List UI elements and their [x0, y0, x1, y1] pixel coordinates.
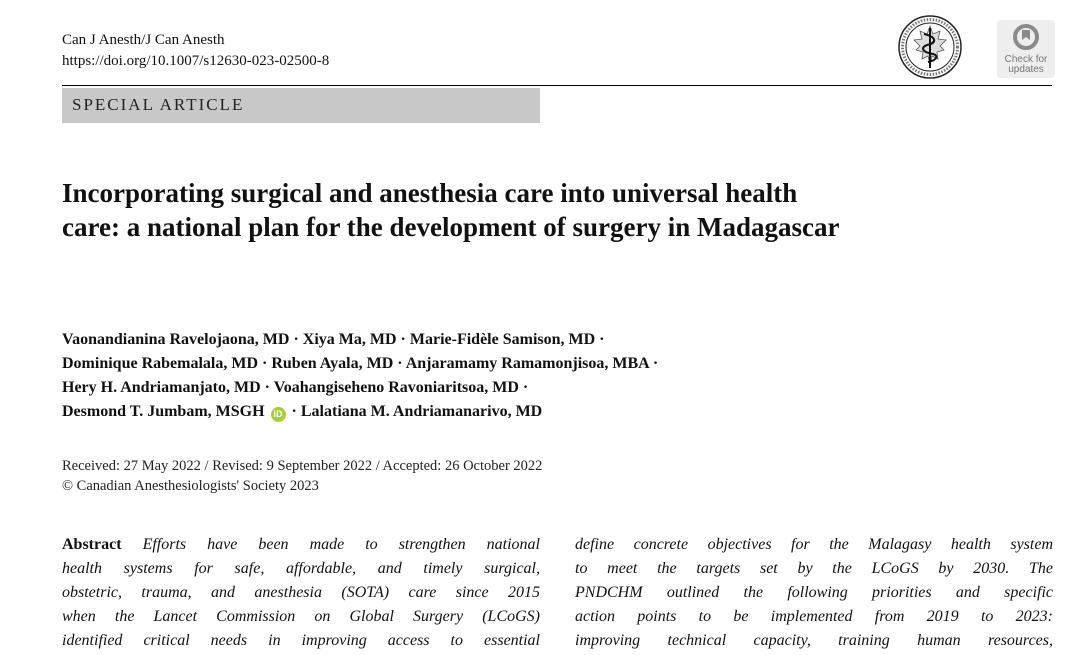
author-andriamanarivo: · Lalatiana M. Andriamanarivo, MD: [291, 403, 543, 420]
article-type-band: [62, 88, 540, 123]
abstract-line: to meet the targets set by the LCoGS by 2030. The: [575, 560, 1053, 577]
author-jumbam: Desmond T. Jumbam, MSGH: [62, 403, 265, 420]
received-revised-accepted: Received: 27 May 2022 / Revised: 9 September 2022 / Accepted: 26 October 2022: [62, 458, 543, 474]
abstract-line: PNDCHM outlined the following priorities and specific: [575, 584, 1053, 601]
abstract-line: improving technical capacity, training human resources,: [575, 632, 1053, 649]
abstract-line: identified critical needs in improving access to essential: [62, 632, 540, 649]
orcid-icon[interactable]: iD: [271, 407, 286, 422]
check-updates-label-1: Check for: [1004, 54, 1048, 65]
doi-link[interactable]: https://doi.org/10.1007/s12630-023-02500-8: [62, 53, 330, 69]
copyright: © Canadian Anesthesiologists' Society 2023: [62, 478, 319, 494]
abstract-left-column: [62, 533, 540, 653]
author-line: Hery H. Andriamanjato, MD · Voahangiseheno Ravoniaritsoa, MD ·: [62, 379, 529, 396]
author-line: Dominique Rabemalala, MD · Ruben Ayala, MD · Anjaramamy Ramamonjisoa, MBA ·: [62, 355, 659, 372]
check-updates-label-2: updates: [1008, 64, 1044, 75]
author-line: Vaonandianina Ravelojaona, MD · Xiya Ma, MD · Marie-Fidèle Samison, MD ·: [62, 331, 605, 348]
author-line-last: [62, 400, 658, 424]
publication-dates: [62, 456, 542, 496]
header-rule: [62, 85, 1052, 86]
abstract-line: action points to be implemented from 2019 to 2023:: [575, 608, 1053, 625]
society-seal-icon: [897, 14, 963, 80]
title-line: care: a national plan for the development of surgery in Madagascar: [62, 212, 840, 242]
title-line: Incorporating surgical and anesthesia care into universal health: [62, 178, 798, 208]
journal-header: [62, 30, 329, 72]
abstract-line: obstetric, trauma, and anesthesia (SOTA) care since 2015: [62, 584, 540, 601]
author-list: [62, 328, 658, 424]
abstract-label: Abstract: [62, 536, 122, 553]
article-title: [62, 176, 1022, 244]
abstract-line: health systems for safe, affordable, and timely surgical,: [62, 560, 540, 577]
abstract-line: [62, 533, 540, 557]
check-for-updates-badge[interactable]: [997, 20, 1055, 78]
abstract-first-text: Efforts have been made to strengthen national: [142, 536, 541, 553]
check-updates-icon: [1013, 24, 1039, 50]
abstract-right-column: [575, 533, 1053, 653]
abstract-line: define concrete objectives for the Malagasy health system: [575, 536, 1053, 553]
article-type: SPECIAL ARTICLE: [72, 95, 245, 114]
abstract-line: when the Lancet Commission on Global Surgery (LCoGS): [62, 608, 540, 625]
journal-name: Can J Anesth/J Can Anesth: [62, 32, 225, 48]
